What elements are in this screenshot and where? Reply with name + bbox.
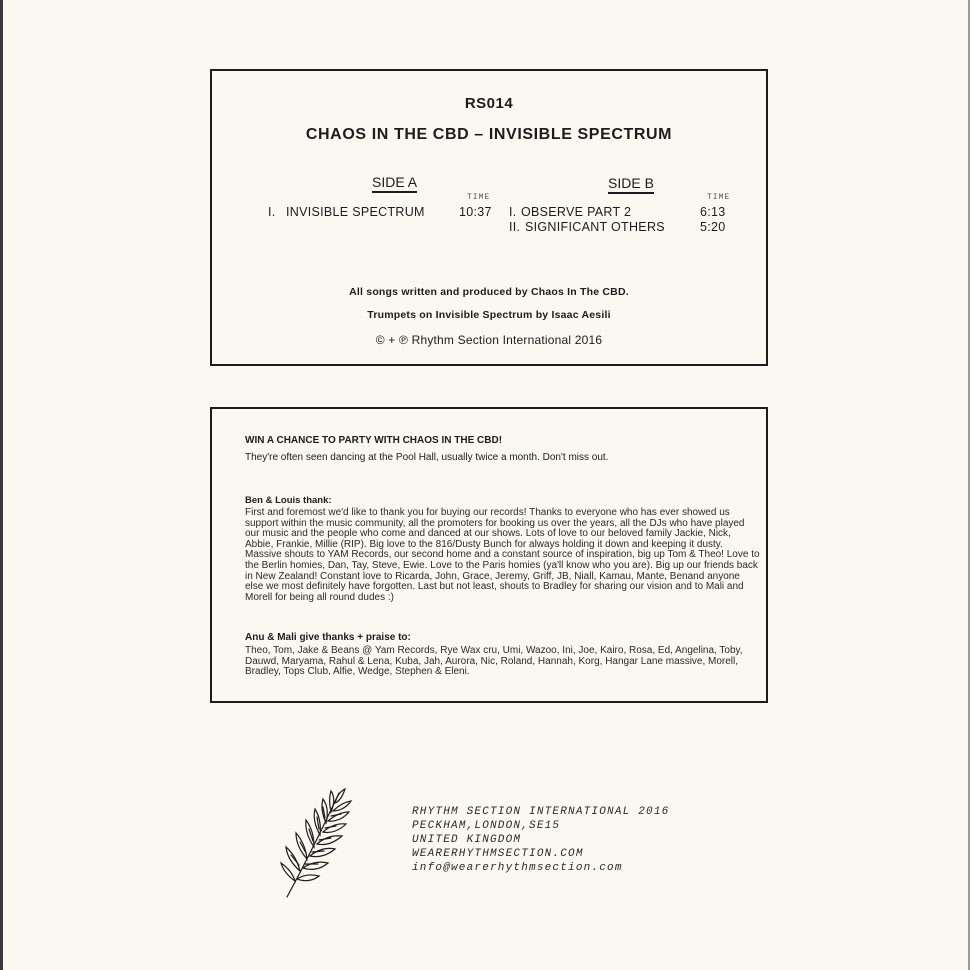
ben-louis-heading: Ben & Louis thank: [245, 495, 332, 506]
anu-mali-heading: Anu & Mali give thanks + praise to: [245, 632, 411, 643]
side-a-track-time: 10:37 [459, 205, 492, 219]
liner-notes-box [210, 407, 768, 703]
credit-written: All songs written and produced by Chaos In The CBD. [349, 286, 629, 298]
sleeve-left-edge [0, 0, 3, 970]
copyright-line: © + ℗ Rhythm Section International 2016 [375, 333, 603, 347]
side-b-track-1-number: I. [509, 205, 517, 219]
label-email: info@wearerhythmsection.com [412, 862, 623, 874]
anu-mali-thanks: Theo, Tom, Jake & Beans @ Yam Records, Rye Wax cru, Umi, Wazoo, Ini, Joe, Kairo, Rosa, Ed, Angelina, Toby, Dauwd, Maryama, Rahul & Lena, Kuba, Jah, Aurora, Nic, Roland, Hannah, Korg, Hangar Lane massive, Morell, Bradley, Tops Club, Alfie, Wedge, Stephen & Eleni. [245, 645, 743, 678]
side-b-track-2-time: 5:20 [700, 220, 726, 234]
label-name-year: RHYTHM SECTION INTERNATIONAL 2016 [412, 806, 670, 818]
side-a-track-number: I. [268, 205, 276, 219]
side-a-time-header: TIME [467, 193, 491, 202]
release-title: CHAOS IN THE CBD – INVISIBLE SPECTRUM [305, 126, 673, 143]
label-country: UNITED KINGDOM [412, 834, 522, 846]
side-b-label: SIDE B [608, 175, 654, 194]
ben-louis-thanks: First and foremost we'd like to thank you for buying our records! Thanks to everyone who has ever showed us support within the music community, all the promoters for booking us over the years, all the DJs who have played our music and the people who come and danced at our shows. Lots of love to our beloved family Jackie, Nick, Abbie, Frankie, Millie (RIP). Big love to the 816/Dusty Bunch for always holding it down and keeping it dusty. Massive shouts to YAM Records, our second home and a constant source of inspiration, big up Tom & Theo! Love to the Berlin homies, Dan, Tay, Steve, Ewie. Love to the Paris homies (ya'll know who you are). Big up our friends back in New Zealand! Constant love to Ricarda, John, Grace, Jeremy, Griff, JB, Niall, Kamau, Mante, Benand anyone else we most definitely have forgotten. Last but not least, shouts to Bradley for sharing our vision and to Mali and Morell for being all round dudes :) [245, 507, 760, 603]
tracklist-box [210, 69, 768, 366]
label-address: PECKHAM,LONDON,SE15 [412, 820, 561, 832]
side-b-track-2-name: SIGNIFICANT OTHERS [525, 220, 665, 234]
side-a-track-name: INVISIBLE SPECTRUM [286, 205, 425, 219]
catalog-number: RS014 [464, 95, 514, 112]
side-b-track-1-name: OBSERVE PART 2 [521, 205, 632, 219]
side-b-track-2-number: II. [509, 220, 521, 234]
side-a-label: SIDE A [372, 174, 417, 193]
credit-trumpets: Trumpets on Invisible Spectrum by Isaac Aesili [367, 309, 611, 321]
win-text: They're often seen dancing at the Pool Hall, usually twice a month. Don't miss out. [245, 452, 609, 463]
win-heading: WIN A CHANCE TO PARTY WITH CHAOS IN THE CBD! [245, 435, 503, 446]
side-b-time-header: TIME [707, 193, 731, 202]
label-website: WEARERHYTHMSECTION.COM [412, 848, 584, 860]
side-b-track-1-time: 6:13 [700, 205, 726, 219]
fern-leaf-icon [273, 785, 353, 900]
